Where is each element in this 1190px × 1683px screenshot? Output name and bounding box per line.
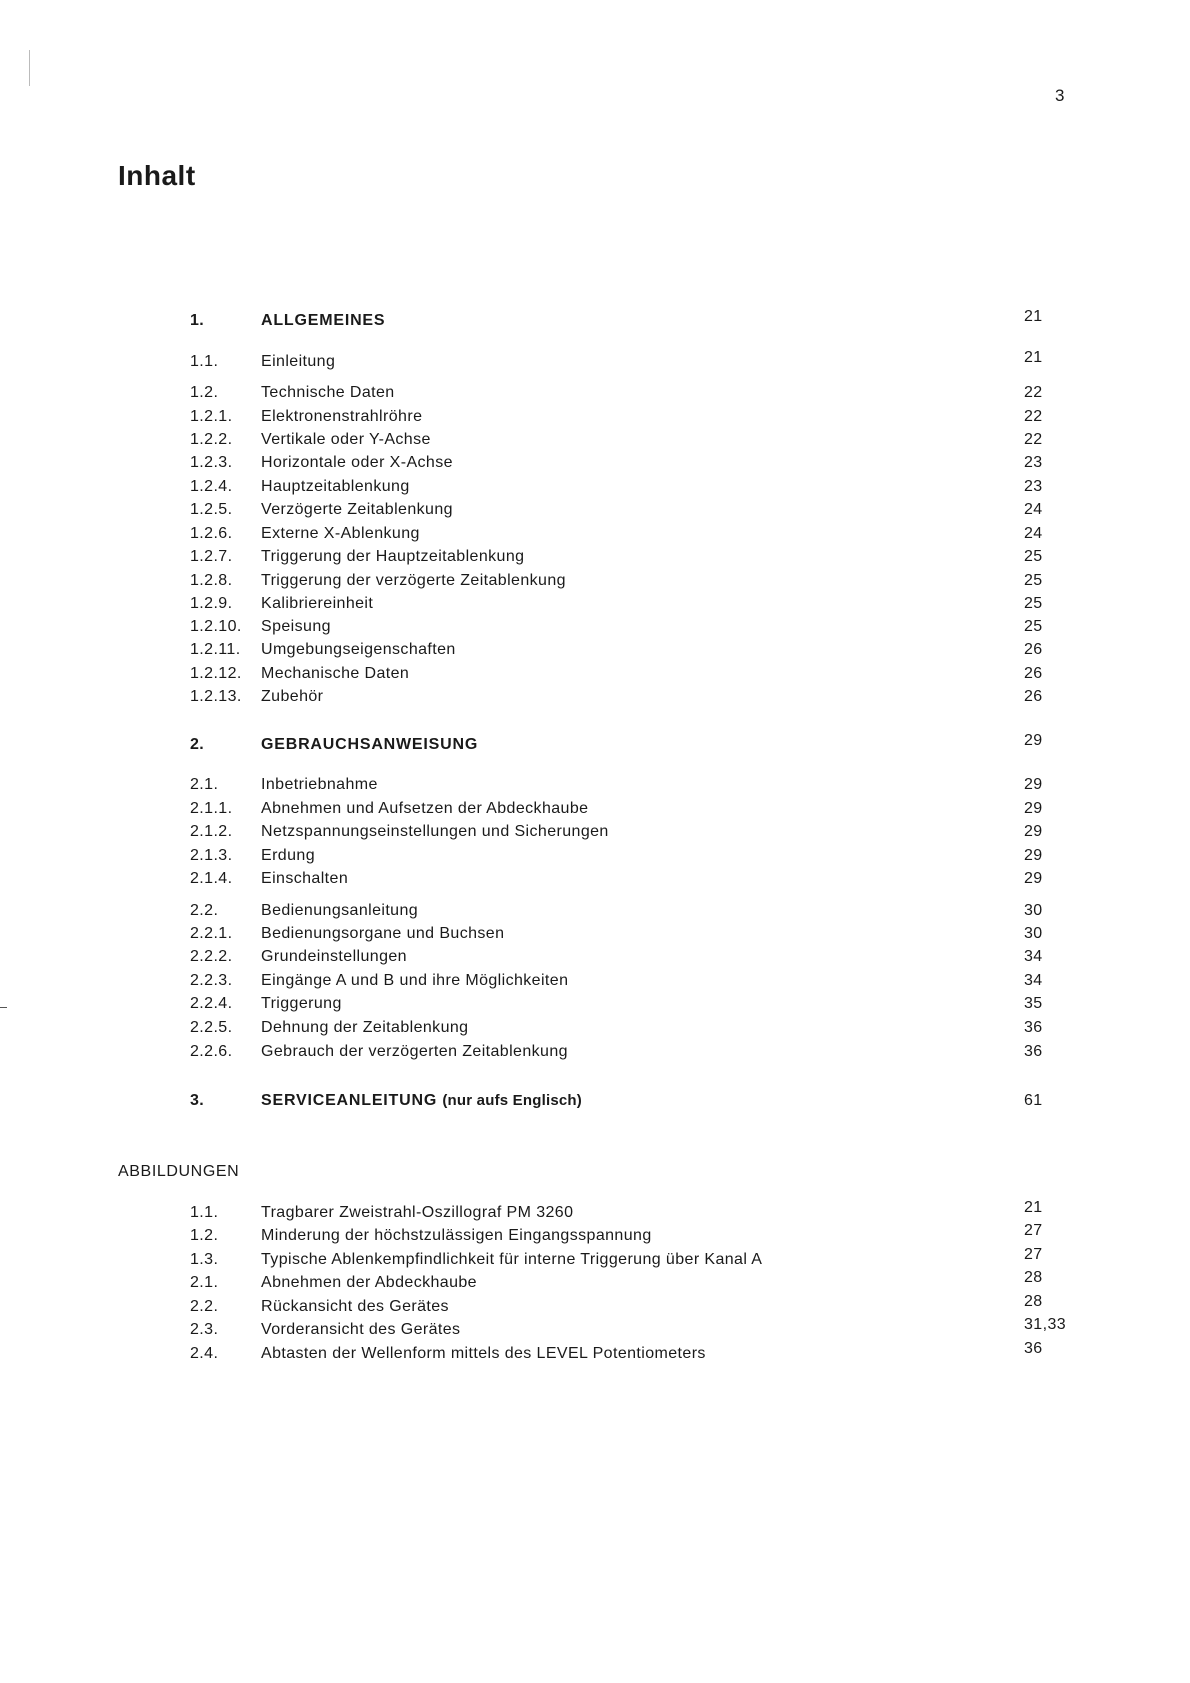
toc-row xyxy=(0,592,1190,616)
toc-number: 2.1.4. xyxy=(190,870,233,887)
toc-page: 29 xyxy=(1024,823,1043,840)
toc-page: 26 xyxy=(1024,665,1043,682)
toc-number: 1.2.10. xyxy=(190,618,242,635)
toc-title xyxy=(261,867,348,891)
figure-page: 21 xyxy=(1024,1199,1043,1216)
toc-title xyxy=(261,569,566,593)
toc-row xyxy=(0,475,1190,499)
toc-title xyxy=(261,969,568,993)
toc-page: 25 xyxy=(1024,548,1043,565)
toc-row xyxy=(0,685,1190,709)
toc-page: 24 xyxy=(1024,525,1043,542)
toc-row xyxy=(0,945,1190,969)
toc-row xyxy=(0,773,1190,797)
toc-number: 2.2.4. xyxy=(190,995,233,1012)
toc-title xyxy=(261,773,378,797)
toc-page: 25 xyxy=(1024,595,1043,612)
toc-page: 35 xyxy=(1024,995,1043,1012)
toc-row xyxy=(0,899,1190,923)
toc-row xyxy=(0,969,1190,993)
toc-title xyxy=(261,1089,582,1113)
toc-heading-row xyxy=(0,1089,1190,1113)
title-text: Verzögerte Zeitablenkung xyxy=(261,501,453,518)
toc-page: 23 xyxy=(1024,454,1043,471)
toc-title xyxy=(261,922,504,946)
title-text: Grundeinstellungen xyxy=(261,948,407,965)
toc-row xyxy=(0,638,1190,662)
toc-number: 1.2.4. xyxy=(190,478,233,495)
page-title: Inhalt xyxy=(118,160,196,191)
toc-row xyxy=(0,569,1190,593)
toc-number: 2. xyxy=(190,736,205,753)
toc-row xyxy=(0,922,1190,946)
toc-page: 30 xyxy=(1024,902,1043,919)
toc-title xyxy=(261,350,335,374)
title-text: Dehnung der Zeitablenkung xyxy=(261,1019,469,1036)
title-text: Kalibriereinheit xyxy=(261,595,374,612)
toc-row xyxy=(0,381,1190,405)
toc-row xyxy=(0,545,1190,569)
title-text: Triggerung xyxy=(261,995,342,1012)
toc-row xyxy=(0,1016,1190,1040)
toc-number: 1.2.13. xyxy=(190,688,242,705)
toc-number: 2.2.5. xyxy=(190,1019,233,1036)
toc-number: 3. xyxy=(190,1092,205,1109)
figure-row xyxy=(0,1248,1190,1272)
title-text: Vorderansicht des Gerätes xyxy=(261,1321,461,1338)
toc-page: 26 xyxy=(1024,688,1043,705)
title-text: Minderung der höchstzulässigen Eingangsspannung xyxy=(261,1227,652,1244)
title-text: Elektronenstrahlröhre xyxy=(261,408,423,425)
figure-number: 2.2. xyxy=(190,1298,219,1315)
toc-page: 34 xyxy=(1024,972,1043,989)
toc-page: 29 xyxy=(1024,776,1043,793)
toc-number: 2.1.2. xyxy=(190,823,233,840)
toc-heading-row xyxy=(0,309,1190,333)
figure-title xyxy=(261,1201,573,1225)
title-text: Externe X-Ablenkung xyxy=(261,525,420,542)
toc-row xyxy=(0,1040,1190,1064)
title-text: Abnehmen der Abdeckhaube xyxy=(261,1274,477,1291)
title-text: Netzspannungseinstellungen und Sicherungen xyxy=(261,823,609,840)
figure-row xyxy=(0,1271,1190,1295)
title-text: GEBRAUCHSANWEISUNG xyxy=(261,736,479,753)
figure-row xyxy=(0,1318,1190,1342)
figure-row xyxy=(0,1201,1190,1225)
toc-number: 2.2.2. xyxy=(190,948,233,965)
toc-number: 2.1.3. xyxy=(190,847,233,864)
toc-page: 36 xyxy=(1024,1043,1043,1060)
figure-page: 28 xyxy=(1024,1269,1043,1286)
toc-number: 1.2. xyxy=(190,384,219,401)
title-text: Umgebungseigenschaften xyxy=(261,641,456,658)
toc-title xyxy=(261,945,407,969)
title-text: Einleitung xyxy=(261,353,336,370)
toc-title xyxy=(261,545,524,569)
toc-page: 61 xyxy=(1024,1092,1043,1109)
figure-page: 27 xyxy=(1024,1222,1043,1239)
toc-number: 2.2.6. xyxy=(190,1043,233,1060)
toc-title xyxy=(261,733,478,757)
figure-row xyxy=(0,1224,1190,1248)
title-text: Einschalten xyxy=(261,870,349,887)
toc-title xyxy=(261,638,456,662)
margin-mark xyxy=(0,1007,7,1008)
figure-number: 1.1. xyxy=(190,1204,219,1221)
title-text: Hauptzeitablenkung xyxy=(261,478,410,495)
toc-page: 24 xyxy=(1024,501,1043,518)
toc-title xyxy=(261,498,453,522)
toc-title xyxy=(261,592,373,616)
toc-page: 29 xyxy=(1024,732,1043,749)
toc-number: 1.2.5. xyxy=(190,501,233,518)
title-text: Zubehör xyxy=(261,688,324,705)
toc-page: 29 xyxy=(1024,870,1043,887)
toc-page: 22 xyxy=(1024,408,1043,425)
toc-page: 26 xyxy=(1024,641,1043,658)
toc-number: 1.1. xyxy=(190,353,219,370)
toc-number: 1.2.11. xyxy=(190,641,241,658)
title-text: ALLGEMEINES xyxy=(261,312,386,329)
toc-title xyxy=(261,475,410,499)
toc-number: 1.2.1. xyxy=(190,408,233,425)
title-text: Rückansicht des Gerätes xyxy=(261,1298,449,1315)
toc-row xyxy=(0,615,1190,639)
toc-page: 25 xyxy=(1024,572,1043,589)
toc-page: 30 xyxy=(1024,925,1043,942)
title-text: Triggerung der verzögerte Zeitablenkung xyxy=(261,572,566,589)
toc-title xyxy=(261,899,418,923)
figures-heading: ABBILDUNGEN xyxy=(118,1163,240,1180)
toc-number: 2.2. xyxy=(190,902,219,919)
margin-mark xyxy=(29,50,30,86)
toc-row xyxy=(0,522,1190,546)
toc-page: 21 xyxy=(1024,349,1043,366)
title-text: Horizontale oder X-Achse xyxy=(261,454,453,471)
title-text: Tragbarer Zweistrahl-Oszillograf PM 3260 xyxy=(261,1204,574,1221)
figure-title xyxy=(261,1318,460,1342)
title-text: Mechanische Daten xyxy=(261,665,410,682)
toc-title xyxy=(261,615,331,639)
toc-page: 22 xyxy=(1024,431,1043,448)
title-text: Gebrauch der verzögerten Zeitablenkung xyxy=(261,1043,568,1060)
toc-page: 29 xyxy=(1024,800,1043,817)
toc-row xyxy=(0,867,1190,891)
toc-number: 2.1. xyxy=(190,776,219,793)
figure-page: 31,33 xyxy=(1024,1316,1067,1333)
toc-number: 1. xyxy=(190,312,205,329)
toc-row xyxy=(0,405,1190,429)
toc-row xyxy=(0,844,1190,868)
toc-page: 23 xyxy=(1024,478,1043,495)
title-text: Eingänge A und B und ihre Möglichkeiten xyxy=(261,972,569,989)
toc-number: 1.2.9. xyxy=(190,595,233,612)
toc-title-qualifier: (nur aufs Englisch) xyxy=(442,1092,582,1109)
title-text: Abnehmen und Aufsetzen der Abdeckhaube xyxy=(261,800,589,817)
toc-row xyxy=(0,820,1190,844)
toc-row xyxy=(0,498,1190,522)
toc-number: 2.2.3. xyxy=(190,972,233,989)
toc-number: 2.2.1. xyxy=(190,925,233,942)
toc-title xyxy=(261,405,422,429)
figure-number: 2.4. xyxy=(190,1345,219,1362)
toc-heading-row xyxy=(0,733,1190,757)
toc-number: 1.2.6. xyxy=(190,525,233,542)
page-number: 3 xyxy=(1055,86,1065,105)
toc-title xyxy=(261,844,315,868)
title-text: Inbetriebnahme xyxy=(261,776,378,793)
figure-title xyxy=(261,1224,652,1248)
toc-title xyxy=(261,1016,468,1040)
title-text: SERVICEANLEITUNG xyxy=(261,1092,438,1109)
toc-number: 1.2.12. xyxy=(190,665,242,682)
title-text: Technische Daten xyxy=(261,384,395,401)
title-text: Vertikale oder Y-Achse xyxy=(261,431,431,448)
toc-number: 1.2.7. xyxy=(190,548,233,565)
title-text: Speisung xyxy=(261,618,331,635)
toc-title xyxy=(261,309,385,333)
toc-title xyxy=(261,992,342,1016)
figure-number: 1.2. xyxy=(190,1227,219,1244)
toc-page: 25 xyxy=(1024,618,1043,635)
toc-number: 1.2.8. xyxy=(190,572,233,589)
toc-title xyxy=(261,522,420,546)
figure-row xyxy=(0,1295,1190,1319)
toc-title xyxy=(261,428,431,452)
title-text: Abtasten der Wellenform mittels des LEVEL Potentiometers xyxy=(261,1345,706,1362)
figure-number: 2.3. xyxy=(190,1321,219,1338)
toc-title xyxy=(261,797,588,821)
figure-title xyxy=(261,1271,477,1295)
figure-title xyxy=(261,1248,762,1272)
figure-page: 28 xyxy=(1024,1293,1043,1310)
title-text: Erdung xyxy=(261,847,315,864)
title-text: Typische Ablenkempfindlichkeit für interne Triggerung über Kanal A xyxy=(261,1251,763,1268)
toc-page: 29 xyxy=(1024,847,1043,864)
toc-title xyxy=(261,662,409,686)
toc-number: 1.2.2. xyxy=(190,431,233,448)
figure-page: 27 xyxy=(1024,1246,1043,1263)
toc-row xyxy=(0,451,1190,475)
toc-page: 21 xyxy=(1024,308,1043,325)
toc-row xyxy=(0,428,1190,452)
toc-row xyxy=(0,992,1190,1016)
toc-row xyxy=(0,797,1190,821)
toc-title xyxy=(261,381,395,405)
title-text: Bedienungsanleitung xyxy=(261,902,419,919)
toc-title xyxy=(261,820,609,844)
figure-page: 36 xyxy=(1024,1340,1043,1357)
figure-title xyxy=(261,1295,449,1319)
toc-title xyxy=(261,1040,568,1064)
toc-number: 2.1.1. xyxy=(190,800,233,817)
toc-row xyxy=(0,350,1190,374)
toc-title xyxy=(261,685,323,709)
title-text: Bedienungsorgane und Buchsen xyxy=(261,925,505,942)
toc-title xyxy=(261,451,453,475)
toc-number: 1.2.3. xyxy=(190,454,233,471)
toc-row xyxy=(0,662,1190,686)
title-text: Triggerung der Hauptzeitablenkung xyxy=(261,548,525,565)
toc-page: 36 xyxy=(1024,1019,1043,1036)
toc-page: 34 xyxy=(1024,948,1043,965)
figure-number: 1.3. xyxy=(190,1251,219,1268)
toc-page: 22 xyxy=(1024,384,1043,401)
figure-number: 2.1. xyxy=(190,1274,219,1291)
figure-row xyxy=(0,1342,1190,1366)
figure-title xyxy=(261,1342,706,1366)
